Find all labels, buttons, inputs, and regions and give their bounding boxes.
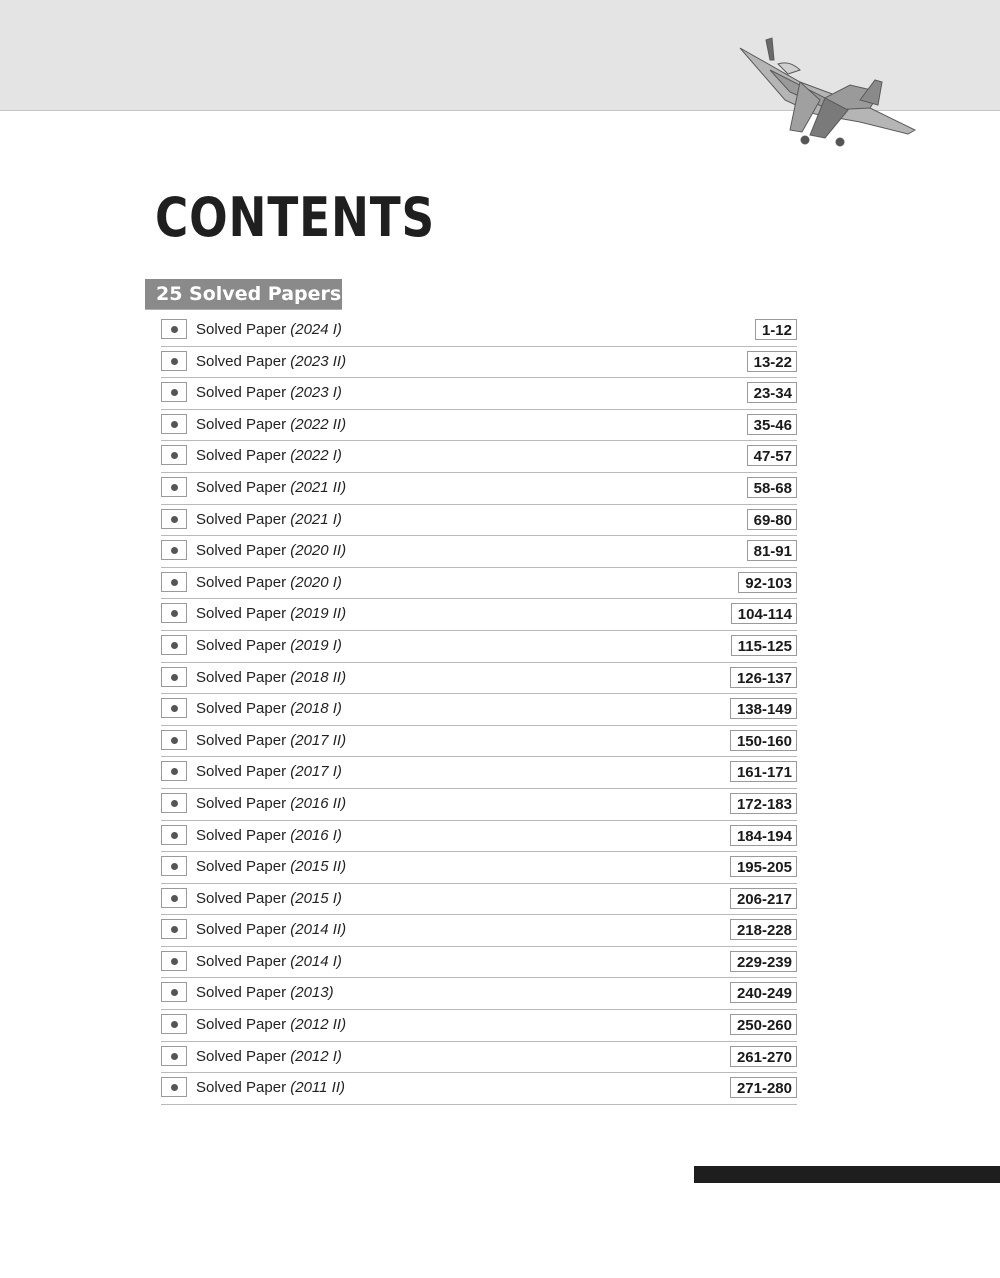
entry-edition: (2023 I) bbox=[290, 384, 342, 402]
entry-label bbox=[196, 1048, 342, 1065]
bullet-icon bbox=[161, 603, 187, 623]
toc-entry[interactable] bbox=[161, 1073, 797, 1105]
bullet-icon bbox=[161, 856, 187, 876]
bullet-icon bbox=[161, 1077, 187, 1097]
page-range: 184-194 bbox=[730, 825, 797, 846]
page-title: CONTENTS bbox=[155, 186, 436, 249]
entry-edition: (2013) bbox=[290, 984, 334, 1002]
entry-edition: (2014 II) bbox=[290, 921, 347, 939]
entry-label bbox=[196, 921, 346, 938]
entry-label bbox=[196, 795, 346, 812]
bullet-icon bbox=[161, 635, 187, 655]
page-range: 150-160 bbox=[730, 730, 797, 751]
toc-entry[interactable] bbox=[161, 884, 797, 916]
entry-title: Solved Paper bbox=[196, 321, 287, 338]
bullet-icon bbox=[161, 982, 187, 1002]
entry-edition: (2016 I) bbox=[290, 826, 342, 844]
entry-label bbox=[196, 605, 346, 622]
toc-entry[interactable] bbox=[161, 694, 797, 726]
page-range: 13-22 bbox=[747, 351, 797, 372]
page-range: 58-68 bbox=[747, 477, 797, 498]
entry-title: Solved Paper bbox=[196, 510, 287, 528]
toc-entry[interactable] bbox=[161, 726, 797, 758]
toc-entry[interactable] bbox=[161, 568, 797, 600]
toc-entry[interactable] bbox=[161, 378, 797, 410]
entry-label bbox=[196, 353, 346, 370]
toc-entry[interactable] bbox=[161, 915, 797, 947]
bullet-icon bbox=[161, 477, 187, 497]
entry-edition: (2020 II) bbox=[290, 542, 347, 560]
toc-entry[interactable] bbox=[161, 631, 797, 663]
entry-title: Solved Paper bbox=[196, 700, 287, 718]
entry-title: Solved Paper bbox=[196, 668, 287, 686]
page-range: 161-171 bbox=[730, 761, 797, 782]
toc-list bbox=[161, 315, 797, 1105]
toc-entry[interactable] bbox=[161, 1010, 797, 1042]
page-range: 261-270 bbox=[730, 1046, 797, 1067]
entry-edition: (2016 II) bbox=[290, 794, 347, 812]
entry-title: Solved Paper bbox=[196, 952, 287, 970]
entry-title: Solved Paper bbox=[196, 984, 287, 1002]
entry-title: Solved Paper bbox=[196, 542, 287, 560]
toc-entry[interactable] bbox=[161, 599, 797, 631]
page-range: 218-228 bbox=[730, 919, 797, 940]
entry-label bbox=[196, 416, 346, 433]
entry-edition: (2023 II) bbox=[290, 352, 347, 370]
entry-edition: (2018 II) bbox=[290, 668, 347, 686]
page-range: 229-239 bbox=[730, 951, 797, 972]
toc-entry[interactable] bbox=[161, 536, 797, 568]
entry-title: Solved Paper bbox=[196, 605, 287, 623]
page-range: 69-80 bbox=[747, 509, 797, 530]
entry-label bbox=[196, 1079, 345, 1096]
bullet-icon bbox=[161, 793, 187, 813]
entry-edition: (2012 I) bbox=[290, 1047, 342, 1065]
page-range: 23-34 bbox=[747, 382, 797, 403]
page-range: 195-205 bbox=[730, 856, 797, 877]
bullet-icon bbox=[161, 414, 187, 434]
entry-edition: (2024 I) bbox=[290, 321, 342, 338]
entry-title: Solved Paper bbox=[196, 794, 287, 812]
page-range: 271-280 bbox=[730, 1077, 797, 1098]
entry-title: Solved Paper bbox=[196, 636, 287, 654]
page-range: 35-46 bbox=[747, 414, 797, 435]
page-range: 240-249 bbox=[730, 982, 797, 1003]
page-range: 172-183 bbox=[730, 793, 797, 814]
bullet-icon bbox=[161, 919, 187, 939]
entry-label bbox=[196, 637, 342, 654]
entry-label bbox=[196, 384, 342, 401]
page-range: 115-125 bbox=[731, 635, 797, 656]
toc-entry[interactable] bbox=[161, 757, 797, 789]
toc-entry[interactable] bbox=[161, 789, 797, 821]
toc-entry[interactable] bbox=[161, 410, 797, 442]
entry-title: Solved Paper bbox=[196, 1016, 287, 1034]
entry-edition: (2012 II) bbox=[290, 1016, 347, 1034]
entry-label bbox=[196, 953, 342, 970]
page-range: 206-217 bbox=[730, 888, 797, 909]
bullet-icon bbox=[161, 951, 187, 971]
entry-title: Solved Paper bbox=[196, 763, 287, 781]
entry-edition: (2019 II) bbox=[290, 605, 347, 623]
entry-title: Solved Paper bbox=[196, 447, 287, 465]
entry-title: Solved Paper bbox=[196, 826, 287, 844]
bullet-icon bbox=[161, 351, 187, 371]
entry-label bbox=[196, 890, 342, 907]
entry-edition: (2014 I) bbox=[290, 952, 342, 970]
toc-entry[interactable] bbox=[161, 473, 797, 505]
entry-title: Solved Paper bbox=[196, 352, 287, 370]
entry-label bbox=[196, 669, 346, 686]
section-tab bbox=[145, 279, 342, 310]
entry-label bbox=[196, 542, 346, 559]
entry-title: Solved Paper bbox=[196, 889, 287, 907]
bullet-icon bbox=[161, 445, 187, 465]
page-range: 104-114 bbox=[731, 603, 797, 624]
toc-entry[interactable] bbox=[161, 852, 797, 884]
footer-bar bbox=[694, 1166, 1000, 1183]
bullet-icon bbox=[161, 698, 187, 718]
bullet-icon bbox=[161, 761, 187, 781]
entry-title: Solved Paper bbox=[196, 731, 287, 749]
entry-label bbox=[196, 447, 342, 464]
entry-title: Solved Paper bbox=[196, 1047, 287, 1065]
bullet-icon bbox=[161, 730, 187, 750]
toc-entry[interactable] bbox=[161, 441, 797, 473]
fighter-jet-icon bbox=[730, 30, 925, 155]
bullet-icon bbox=[161, 509, 187, 529]
entry-label bbox=[196, 574, 342, 591]
page-range: 81-91 bbox=[747, 540, 797, 561]
toc-entry[interactable] bbox=[161, 347, 797, 379]
entry-edition: (2017 I) bbox=[290, 763, 342, 781]
entry-label bbox=[196, 732, 346, 749]
bullet-icon bbox=[161, 1014, 187, 1034]
entry-edition: (2021 II) bbox=[290, 478, 347, 496]
entry-label bbox=[196, 1016, 346, 1033]
entry-label bbox=[196, 511, 342, 528]
toc-entry[interactable] bbox=[161, 1042, 797, 1074]
toc-entry[interactable] bbox=[161, 663, 797, 695]
page-range: 138-149 bbox=[730, 698, 797, 719]
entry-title: Solved Paper bbox=[196, 1079, 287, 1097]
entry-title: Solved Paper bbox=[196, 478, 287, 496]
entry-label bbox=[196, 321, 342, 338]
entry-edition: (2022 II) bbox=[290, 415, 347, 433]
entry-label bbox=[196, 827, 342, 844]
entry-edition: (2019 I) bbox=[290, 636, 342, 654]
entry-label bbox=[196, 984, 334, 1001]
bullet-icon bbox=[161, 319, 187, 339]
entry-title: Solved Paper bbox=[196, 415, 287, 433]
toc-entry[interactable] bbox=[161, 978, 797, 1010]
bullet-icon bbox=[161, 572, 187, 592]
entry-edition: (2020 I) bbox=[290, 573, 342, 591]
entry-label bbox=[196, 479, 346, 496]
page-range: 126-137 bbox=[730, 667, 797, 688]
entry-label bbox=[196, 763, 342, 780]
bullet-icon bbox=[161, 1046, 187, 1066]
bullet-icon bbox=[161, 825, 187, 845]
entry-edition: (2015 I) bbox=[290, 889, 342, 907]
toc-entry[interactable] bbox=[161, 821, 797, 853]
toc-entry[interactable] bbox=[161, 505, 797, 537]
bullet-icon bbox=[161, 540, 187, 560]
entry-title: Solved Paper bbox=[196, 573, 287, 591]
entry-edition: (2017 II) bbox=[290, 731, 347, 749]
entry-edition: (2021 I) bbox=[290, 510, 342, 528]
page-range: 1-12 bbox=[755, 319, 797, 340]
entry-label bbox=[196, 700, 342, 717]
entry-label bbox=[196, 858, 346, 875]
section-label: 25 Solved Papers bbox=[156, 283, 342, 305]
entry-title: Solved Paper bbox=[196, 858, 287, 876]
bullet-icon bbox=[161, 888, 187, 908]
page-range: 92-103 bbox=[738, 572, 797, 593]
toc-entry[interactable] bbox=[161, 947, 797, 979]
bullet-icon bbox=[161, 382, 187, 402]
page-range: 250-260 bbox=[730, 1014, 797, 1035]
entry-title: Solved Paper bbox=[196, 921, 287, 939]
toc-entry[interactable] bbox=[161, 315, 797, 347]
bullet-icon bbox=[161, 667, 187, 687]
entry-title: Solved Paper bbox=[196, 384, 287, 402]
entry-edition: (2022 I) bbox=[290, 447, 342, 465]
entry-edition: (2018 I) bbox=[290, 700, 342, 718]
page-range: 47-57 bbox=[747, 445, 797, 466]
entry-edition: (2015 II) bbox=[290, 858, 347, 876]
entry-edition: (2011 II) bbox=[290, 1079, 345, 1097]
